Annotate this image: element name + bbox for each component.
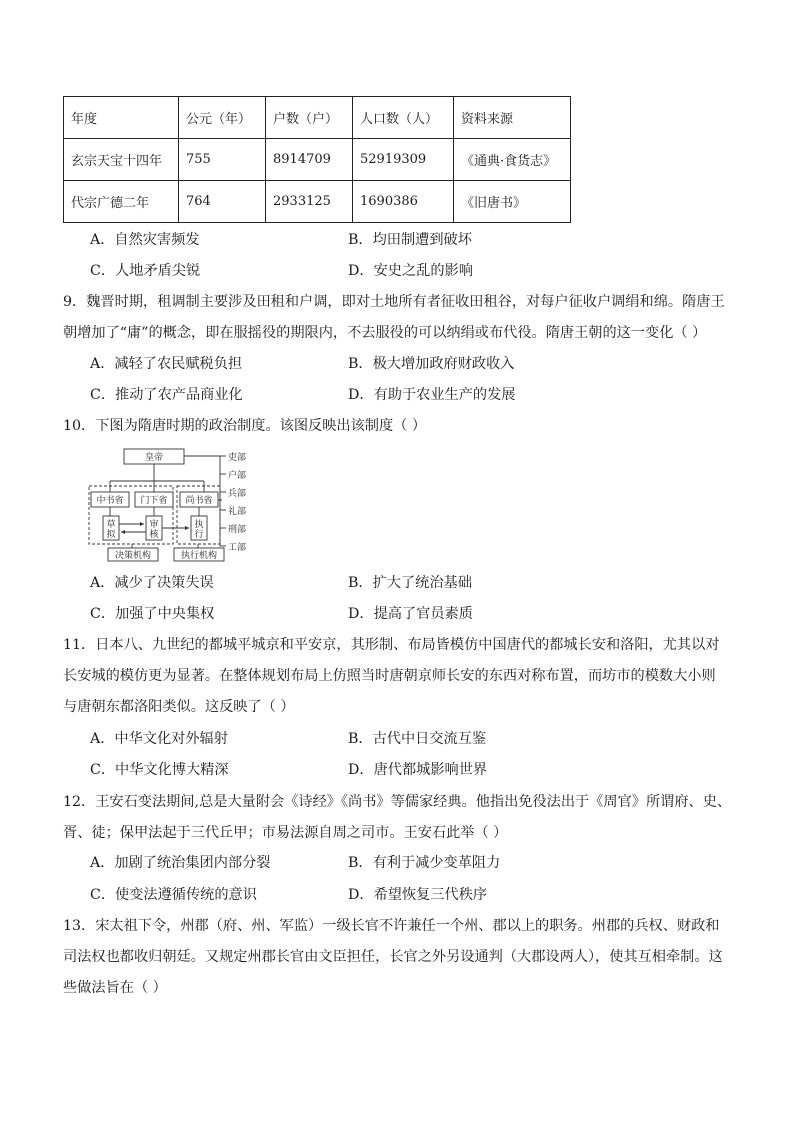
table-cell: 1690386 bbox=[353, 181, 454, 223]
shangshu-label: 尚书省 bbox=[185, 496, 213, 506]
ministry-label: 工部 bbox=[228, 543, 247, 553]
q10-option-c: C．加强了中央集权 bbox=[90, 606, 215, 622]
ministry-label: 户部 bbox=[228, 471, 247, 481]
zhixing-label-top: 执 bbox=[194, 520, 204, 530]
table-cell: 玄宗天宝十四年 bbox=[64, 139, 179, 181]
execution-label: 执行机构 bbox=[180, 551, 218, 561]
ministry-label: 兵部 bbox=[228, 489, 247, 499]
arrow-right-icon bbox=[140, 522, 144, 526]
q13-stem-line: 些做法旨在（ ） bbox=[63, 980, 167, 996]
q11-stem-line: 长安城的模仿更为显著。在整体规划布局上仿照当时唐朝京师长安的东西对称布置，而坊市的模数大小则 bbox=[63, 668, 716, 684]
q9-stem-line: 9．魏晋时期，租调制主要涉及田租和户调，即对土地所有者征收田租谷，对每户征收户调绢和绵。隋唐王 bbox=[63, 294, 725, 310]
q11-stem-line: 与唐朝东都洛阳类似。这反映了（ ） bbox=[63, 699, 295, 715]
q8-option-c: C．人地矛盾尖锐 bbox=[90, 263, 201, 279]
q13-stem-line: 司法权也都收归朝廷。又规定州郡长官由文臣担任，长官之外另设通判（大郡设两人），使其互相牵制。这 bbox=[63, 949, 723, 965]
table-header-cell: 公元（年） bbox=[179, 97, 266, 139]
decision-group-frame bbox=[89, 486, 173, 544]
table-cell: 764 bbox=[179, 181, 266, 223]
government-structure-diagram bbox=[88, 446, 268, 564]
caoni-label-bottom: 拟 bbox=[106, 530, 116, 540]
table-cell: 代宗广德二年 bbox=[64, 181, 179, 223]
q12-option-a: A．加剧了统治集团内部分裂 bbox=[90, 855, 271, 871]
zhongshu-label: 中书省 bbox=[96, 496, 124, 506]
q9-option-b: B．极大增加政府财政收入 bbox=[348, 356, 515, 372]
emperor-label: 皇帝 bbox=[144, 453, 164, 463]
q8-option-a: A．自然灾害频发 bbox=[90, 232, 200, 248]
q11-option-c: C．中华文化博大精深 bbox=[90, 762, 229, 778]
population-table bbox=[63, 96, 571, 223]
table-header-cell: 户数（户） bbox=[266, 97, 353, 139]
q9-stem-line: 朝增加了“庸”的概念，即在服摇役的期限内，不去服役的可以纳绢或布代役。隋唐王朝的这一变化（ ） bbox=[63, 325, 707, 341]
q10-option-a: A．减少了决策失误 bbox=[90, 575, 214, 591]
table-cell: 《旧唐书》 bbox=[454, 181, 571, 223]
q9-option-d: D．有助于农业生产的发展 bbox=[348, 387, 516, 403]
q12-stem-line: 胥、徒；保甲法起于三代丘甲；市易法源自周之司市。王安石此举（ ） bbox=[63, 825, 508, 841]
table-cell: 《通典·食货志》 bbox=[454, 139, 571, 181]
q9-option-c: C．推动了农产品商业化 bbox=[90, 387, 243, 403]
q8-option-b: B．均田制遭到破坏 bbox=[348, 232, 472, 248]
arrow-right-icon bbox=[185, 526, 189, 530]
q11-option-b: B．古代中日交流互鉴 bbox=[348, 731, 487, 747]
q10-option-d: D．提高了官员素质 bbox=[348, 606, 473, 622]
shenhe-label-top: 审 bbox=[149, 520, 159, 530]
q10-option-b: B．扩大了统治基础 bbox=[348, 575, 472, 591]
q9-option-a: A．减轻了农民赋税负担 bbox=[90, 356, 243, 372]
arrow-left-icon bbox=[121, 530, 125, 534]
table-cell: 2933125 bbox=[266, 181, 353, 223]
table-cell: 8914709 bbox=[266, 139, 353, 181]
menxia-label: 门下省 bbox=[140, 496, 168, 506]
decision-label: 决策机构 bbox=[114, 551, 152, 561]
q10-stem-line: 10．下图为隋唐时期的政治制度。该图反映出该制度（ ） bbox=[63, 418, 427, 434]
q12-option-d: D．希望恢复三代秩序 bbox=[348, 887, 488, 903]
table-header-cell: 年度 bbox=[64, 97, 179, 139]
ministry-label: 吏部 bbox=[228, 453, 247, 463]
table-cell: 755 bbox=[179, 139, 266, 181]
q12-option-c: C．使变法遵循传统的意识 bbox=[90, 887, 257, 903]
table-row bbox=[64, 139, 571, 181]
table-cell: 52919309 bbox=[353, 139, 454, 181]
table-header-cell: 资料来源 bbox=[454, 97, 571, 139]
q11-stem-line: 11．日本八、九世纪的都城平城京和平安京，其形制、布局皆模仿中国唐代的都城长安和洛阳，尤其以对 bbox=[63, 637, 720, 653]
shenhe-label-bottom: 核 bbox=[149, 530, 159, 540]
q11-option-a: A．中华文化对外辐射 bbox=[90, 731, 228, 747]
zhixing-label-bottom: 行 bbox=[194, 530, 204, 540]
table-header-row bbox=[64, 97, 571, 139]
q8-option-d: D．安史之乱的影响 bbox=[348, 263, 473, 279]
table-header-cell: 人口数（人） bbox=[353, 97, 454, 139]
ministry-label: 礼部 bbox=[228, 507, 247, 517]
q13-stem-line: 13．宋太祖下令，州郡（府、州、军监）一级长官不许兼任一个州、郡以上的职务。州郡的兵权、财政和 bbox=[63, 918, 720, 934]
q12-stem-line: 12．王安石变法期间,总是大量附会《诗经》《尚书》等儒家经典。他指出免役法出于《周官》所谓府、史、 bbox=[63, 794, 732, 810]
table-row bbox=[64, 181, 571, 223]
q12-option-b: B．有利于减少变革阻力 bbox=[348, 855, 501, 871]
q11-option-d: D．唐代都城影响世界 bbox=[348, 762, 488, 778]
caoni-label-top: 草 bbox=[106, 520, 116, 530]
ministry-label: 刑部 bbox=[228, 525, 247, 535]
